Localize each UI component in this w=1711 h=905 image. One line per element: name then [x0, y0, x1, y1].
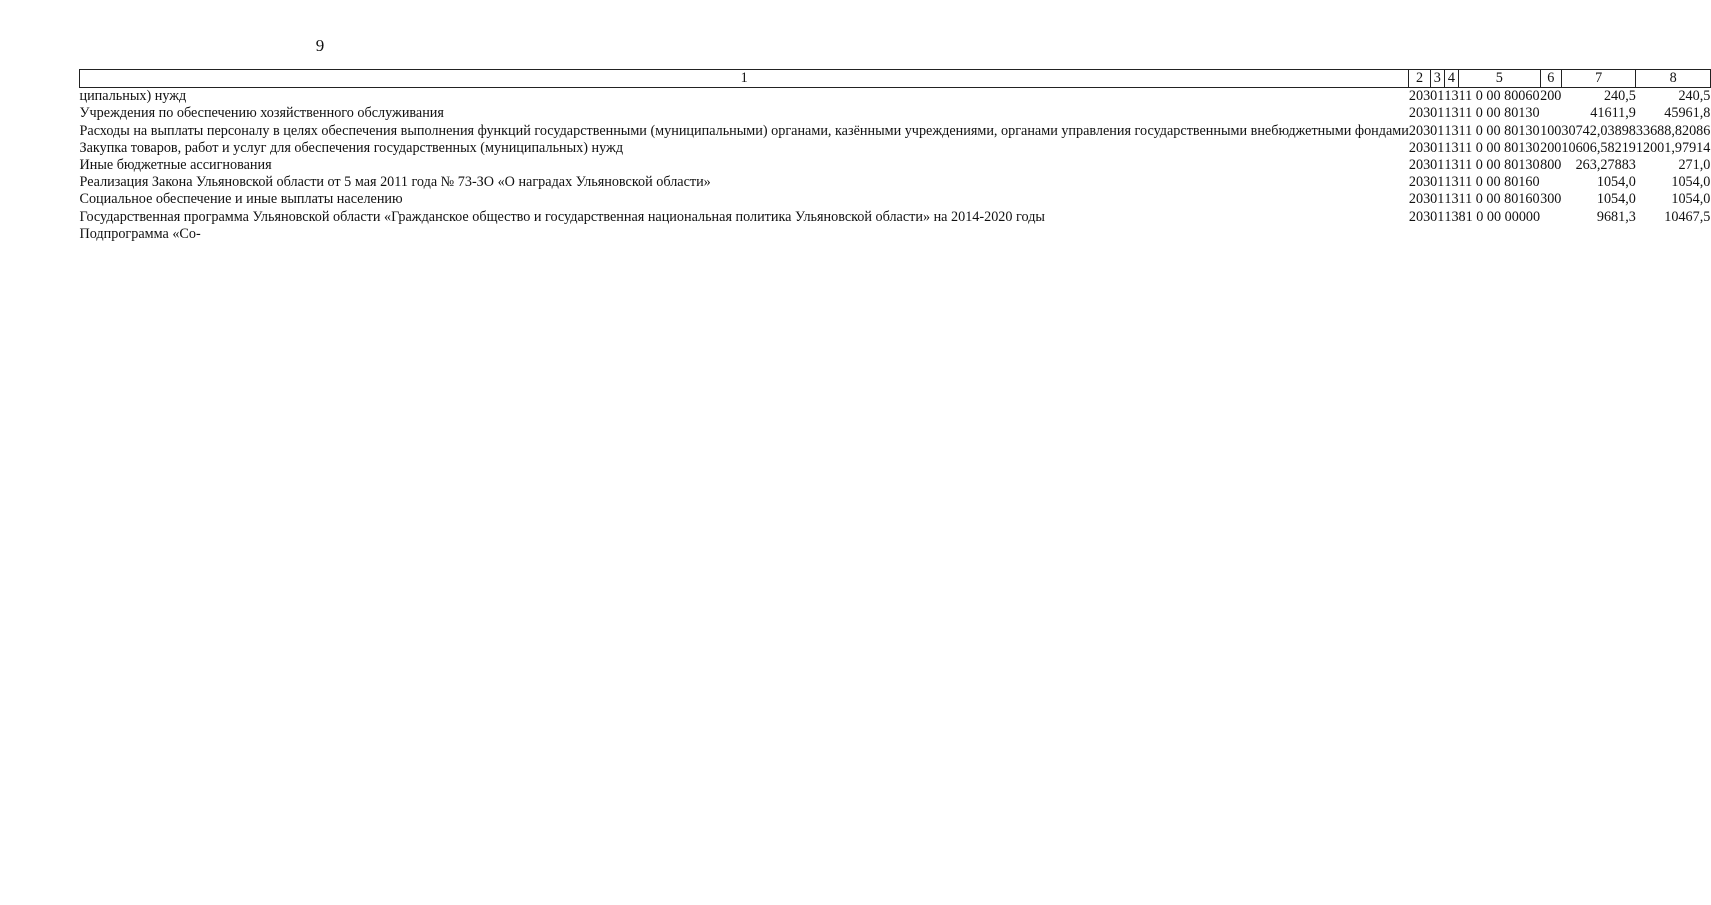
row-sum-2: 271,0: [1678, 157, 1711, 174]
row-sum-2: 10467,5: [1664, 208, 1711, 225]
row-sum-1: 1054,0: [1596, 191, 1636, 208]
row-grbs: 203: [1408, 122, 1431, 139]
row-grbs: [1409, 226, 1430, 243]
header-cell: 3: [1430, 70, 1444, 88]
row-sum-2: [1636, 226, 1710, 243]
row-section: 01: [1430, 174, 1445, 191]
row-sum-2: 33688,82086: [1635, 122, 1711, 139]
row-target-article: 11 0 00 80060: [1458, 88, 1540, 105]
row-sum-2: 12001,97914: [1635, 139, 1711, 156]
table-row: [80, 140, 1711, 157]
header-cell: 1: [80, 70, 1409, 88]
row-subsection: 13: [1444, 191, 1459, 208]
row-target-article: 11 0 00 80160: [1458, 191, 1540, 208]
row-sum-1: [1561, 226, 1635, 243]
row-sum-1: 30742,03898: [1561, 122, 1636, 139]
row-name: Государственная программа Ульяновской области «Гражданское общество и государственная национальная политика Ульяновской области» на 2014-2020 годы: [79, 208, 1045, 225]
row-name: Социальное обеспечение и иные выплаты населению: [79, 191, 403, 208]
row-subsection: 13: [1444, 105, 1459, 122]
row-expense-type: [1540, 226, 1561, 243]
table-row: [80, 88, 1711, 106]
row-grbs: 203: [1408, 191, 1431, 208]
row-grbs: 203: [1408, 174, 1431, 191]
row-section: 01: [1430, 105, 1445, 122]
header-cell: 4: [1444, 70, 1458, 88]
row-name: Расходы на выплаты персоналу в целях обеспечения выполнения функций государственными (муниципальными) органами, казёнными учреждениями, органами управления государственными внебюджетными фондами: [79, 122, 1409, 139]
row-expense-type: 800: [1540, 157, 1562, 174]
row-sum-1: 10606,58219: [1561, 139, 1636, 156]
row-expense-type: [1540, 174, 1561, 191]
row-expense-type: [1540, 209, 1561, 226]
row-target-article: 81 0 00 00000: [1458, 208, 1541, 225]
row-subsection: 13: [1444, 208, 1459, 225]
row-section: [1430, 226, 1444, 243]
row-subsection: [1444, 226, 1458, 243]
header-cell: 6: [1540, 70, 1561, 88]
row-subsection: 13: [1444, 157, 1459, 174]
table-row: [80, 209, 1711, 226]
table-row: [80, 105, 1711, 122]
row-name: Подпрограмма «Со-: [79, 225, 201, 242]
row-sum-1: 263,27883: [1575, 157, 1636, 174]
row-name: Учреждения по обеспечению хозяйственного обслуживания: [79, 105, 444, 122]
row-sum-1: 9681,3: [1596, 208, 1636, 225]
row-target-article: 11 0 00 80130: [1458, 105, 1540, 122]
row-grbs: 203: [1408, 139, 1431, 156]
table-row: [80, 157, 1711, 174]
row-subsection: 13: [1444, 122, 1459, 139]
header-cell: 7: [1561, 70, 1635, 88]
row-target-article: [1459, 226, 1541, 243]
table-header-row: [80, 70, 1711, 88]
row-name: Закупка товаров, работ и услуг для обеспечения государственных (муниципальных) нужд: [79, 139, 624, 156]
header-cell: 5: [1459, 70, 1541, 88]
row-grbs: 203: [1408, 157, 1431, 174]
row-target-article: 11 0 00 80130: [1458, 157, 1540, 174]
row-grbs: 203: [1408, 208, 1431, 225]
row-sum-1: 1054,0: [1596, 174, 1636, 191]
row-name: Иные бюджетные ассигнования: [79, 157, 272, 174]
row-target-article: 11 0 00 80130: [1458, 139, 1540, 156]
row-name: Реализация Закона Ульяновской области от 5 мая 2011 года № 73-ЗО «О наградах Ульяновской области»: [79, 174, 711, 191]
header-cell: 2: [1409, 70, 1430, 88]
row-expense-type: [1540, 105, 1561, 122]
table-row: [80, 174, 1711, 191]
row-subsection: 13: [1444, 174, 1459, 191]
row-sum-2: 45961,8: [1664, 105, 1711, 122]
row-expense-type: 100: [1540, 122, 1562, 139]
row-grbs: 203: [1408, 88, 1431, 105]
row-sum-1: 240,5: [1603, 88, 1636, 105]
row-section: 01: [1430, 157, 1445, 174]
row-expense-type: 200: [1540, 88, 1562, 105]
header-cell: 8: [1636, 70, 1710, 88]
table-row: [80, 123, 1711, 140]
row-target-article: 11 0 00 80160: [1458, 174, 1540, 191]
row-section: 01: [1430, 208, 1445, 225]
table-row: [80, 191, 1711, 208]
table-row: [80, 226, 1711, 243]
row-name: ципальных) нужд: [79, 88, 187, 105]
row-subsection: 13: [1444, 88, 1459, 105]
row-section: 01: [1430, 122, 1445, 139]
row-expense-type: 300: [1540, 191, 1562, 208]
row-expense-type: 200: [1540, 139, 1562, 156]
row-subsection: 13: [1444, 139, 1459, 156]
row-target-article: 11 0 00 80130: [1458, 122, 1540, 139]
row-section: 01: [1430, 139, 1445, 156]
page-number: 9: [315, 36, 325, 55]
row-sum-2: 1054,0: [1671, 191, 1711, 208]
budget-table: [79, 69, 1711, 243]
row-grbs: 203: [1408, 105, 1431, 122]
row-sum-2: 1054,0: [1671, 174, 1711, 191]
row-section: 01: [1430, 191, 1445, 208]
row-sum-1: 41611,9: [1590, 105, 1636, 122]
row-sum-2: 240,5: [1678, 88, 1711, 105]
row-section: 01: [1430, 88, 1445, 105]
